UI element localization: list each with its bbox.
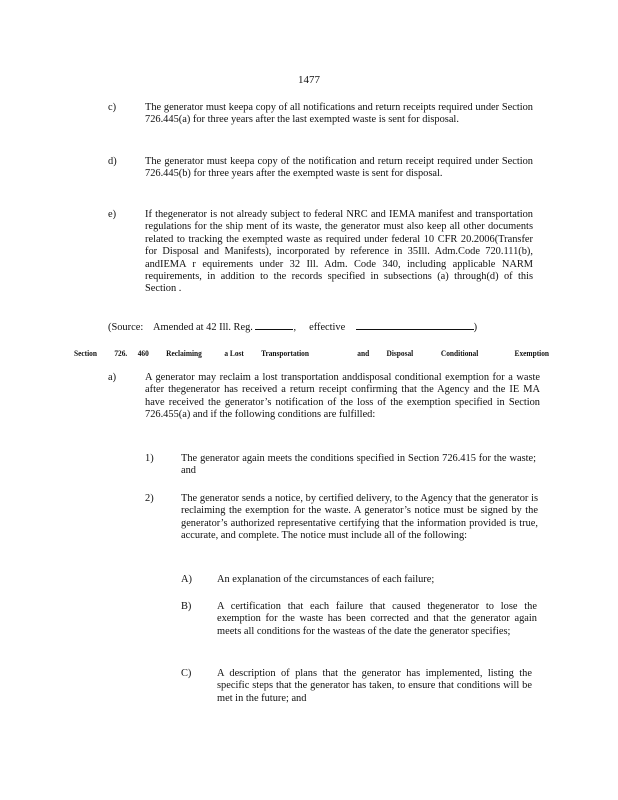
source-prefix: (Source: [108, 322, 144, 333]
item-c-text: The generator must keepa copy of all notifications and return receipts required under Section 726.445(a) for three years after the last exempted waste is sent for disposal. [145, 102, 533, 126]
item-e-label: e) [108, 209, 117, 220]
item-c-label: c) [108, 102, 117, 113]
heading-word-6: Conditional [440, 348, 479, 358]
subitem-1-label: 1) [145, 453, 154, 464]
item-a-text: A generator may reclaim a lost transportation anddisposal conditional exemption for a waste after thegenerator has received a return receipt confirming that the Agency and the IE MA have received the generator’s notification of the loss of the exemption specified in Section 726.455(a) and if the following conditions are fulfilled: [145, 372, 540, 421]
heading-word-7: Exemption [514, 348, 550, 358]
item-d-text: The generator must keepa copy of the notification and return receipt required under Section 726.445(b) for three years after the exempted waste is sent for disposal. [145, 156, 533, 180]
source-close: ) [473, 322, 478, 333]
subitem-2-text: The generator sends a notice, by certified delivery, to the Agency that the generator is reclaiming the exemption for the waste. A generator’s notice must be signed by the generator’s authorized representative certifying that the information provided is true, accurate, and complete. The notice must include all of the following: [181, 493, 538, 542]
heading-word-2: a Lost [224, 348, 244, 358]
item-a-label: a) [108, 372, 117, 383]
effective-date-blank [356, 320, 474, 330]
heading-word-3: Transportation [261, 348, 309, 358]
item-e-text: If thegenerator is not already subject to federal NRC and IEMA manifest and transportation regulations for the ship ment of its waste, the generator must also keep all other documents related to tracking the exempted waste as required under federal 10 CFR 20.2006(Transfer for Disposal and Manifests), incorporated by reference in 35Ill. Adm.Code 720.111(b), andIEMA r equirements under 32 Ill. Adm. Code 340, including applicable NARM requirements, in addition to the records specified in subsections (a) through(d) of this Section . [145, 209, 533, 295]
subsubitem-A-label: A) [181, 574, 192, 585]
subsubitem-C-label: C) [181, 668, 192, 679]
heading-section-number: 726. [114, 348, 128, 358]
source-comma: , [293, 322, 297, 333]
section-heading [74, 347, 550, 359]
subsubitem-B-label: B) [181, 601, 192, 612]
register-page-blank [255, 320, 293, 330]
page-number: 1477 [298, 74, 320, 86]
item-d-label: d) [108, 156, 117, 167]
source-note [108, 320, 528, 334]
source-effective: effective [309, 322, 346, 333]
subsubitem-B-text: A certification that each failure that caused thegenerator to lose the exemption for the waste has been corrected and that the generator again meets all conditions for the wasteas of the date the generator specifies; [217, 601, 537, 637]
subsubitem-C-text: A description of plans that the generator has implemented, listing the specific steps that the generator has taken, to ensure that conditions will be met in the future; and [217, 668, 532, 704]
subitem-1-text: The generator again meets the conditions specified in Section 726.415 for the waste; and [181, 453, 536, 477]
subsubitem-A-text: An explanation of the circumstances of each failure; [217, 574, 435, 585]
source-amended: Amended at 42 Ill. Reg. [153, 322, 253, 333]
heading-word-5: Disposal [386, 348, 414, 358]
subitem-2-label: 2) [145, 493, 154, 504]
heading-word-1: Reclaiming [166, 348, 202, 358]
heading-section-sub: 460 [137, 348, 149, 358]
heading-word-4: and [357, 348, 370, 358]
heading-section-word: Section [74, 348, 97, 358]
